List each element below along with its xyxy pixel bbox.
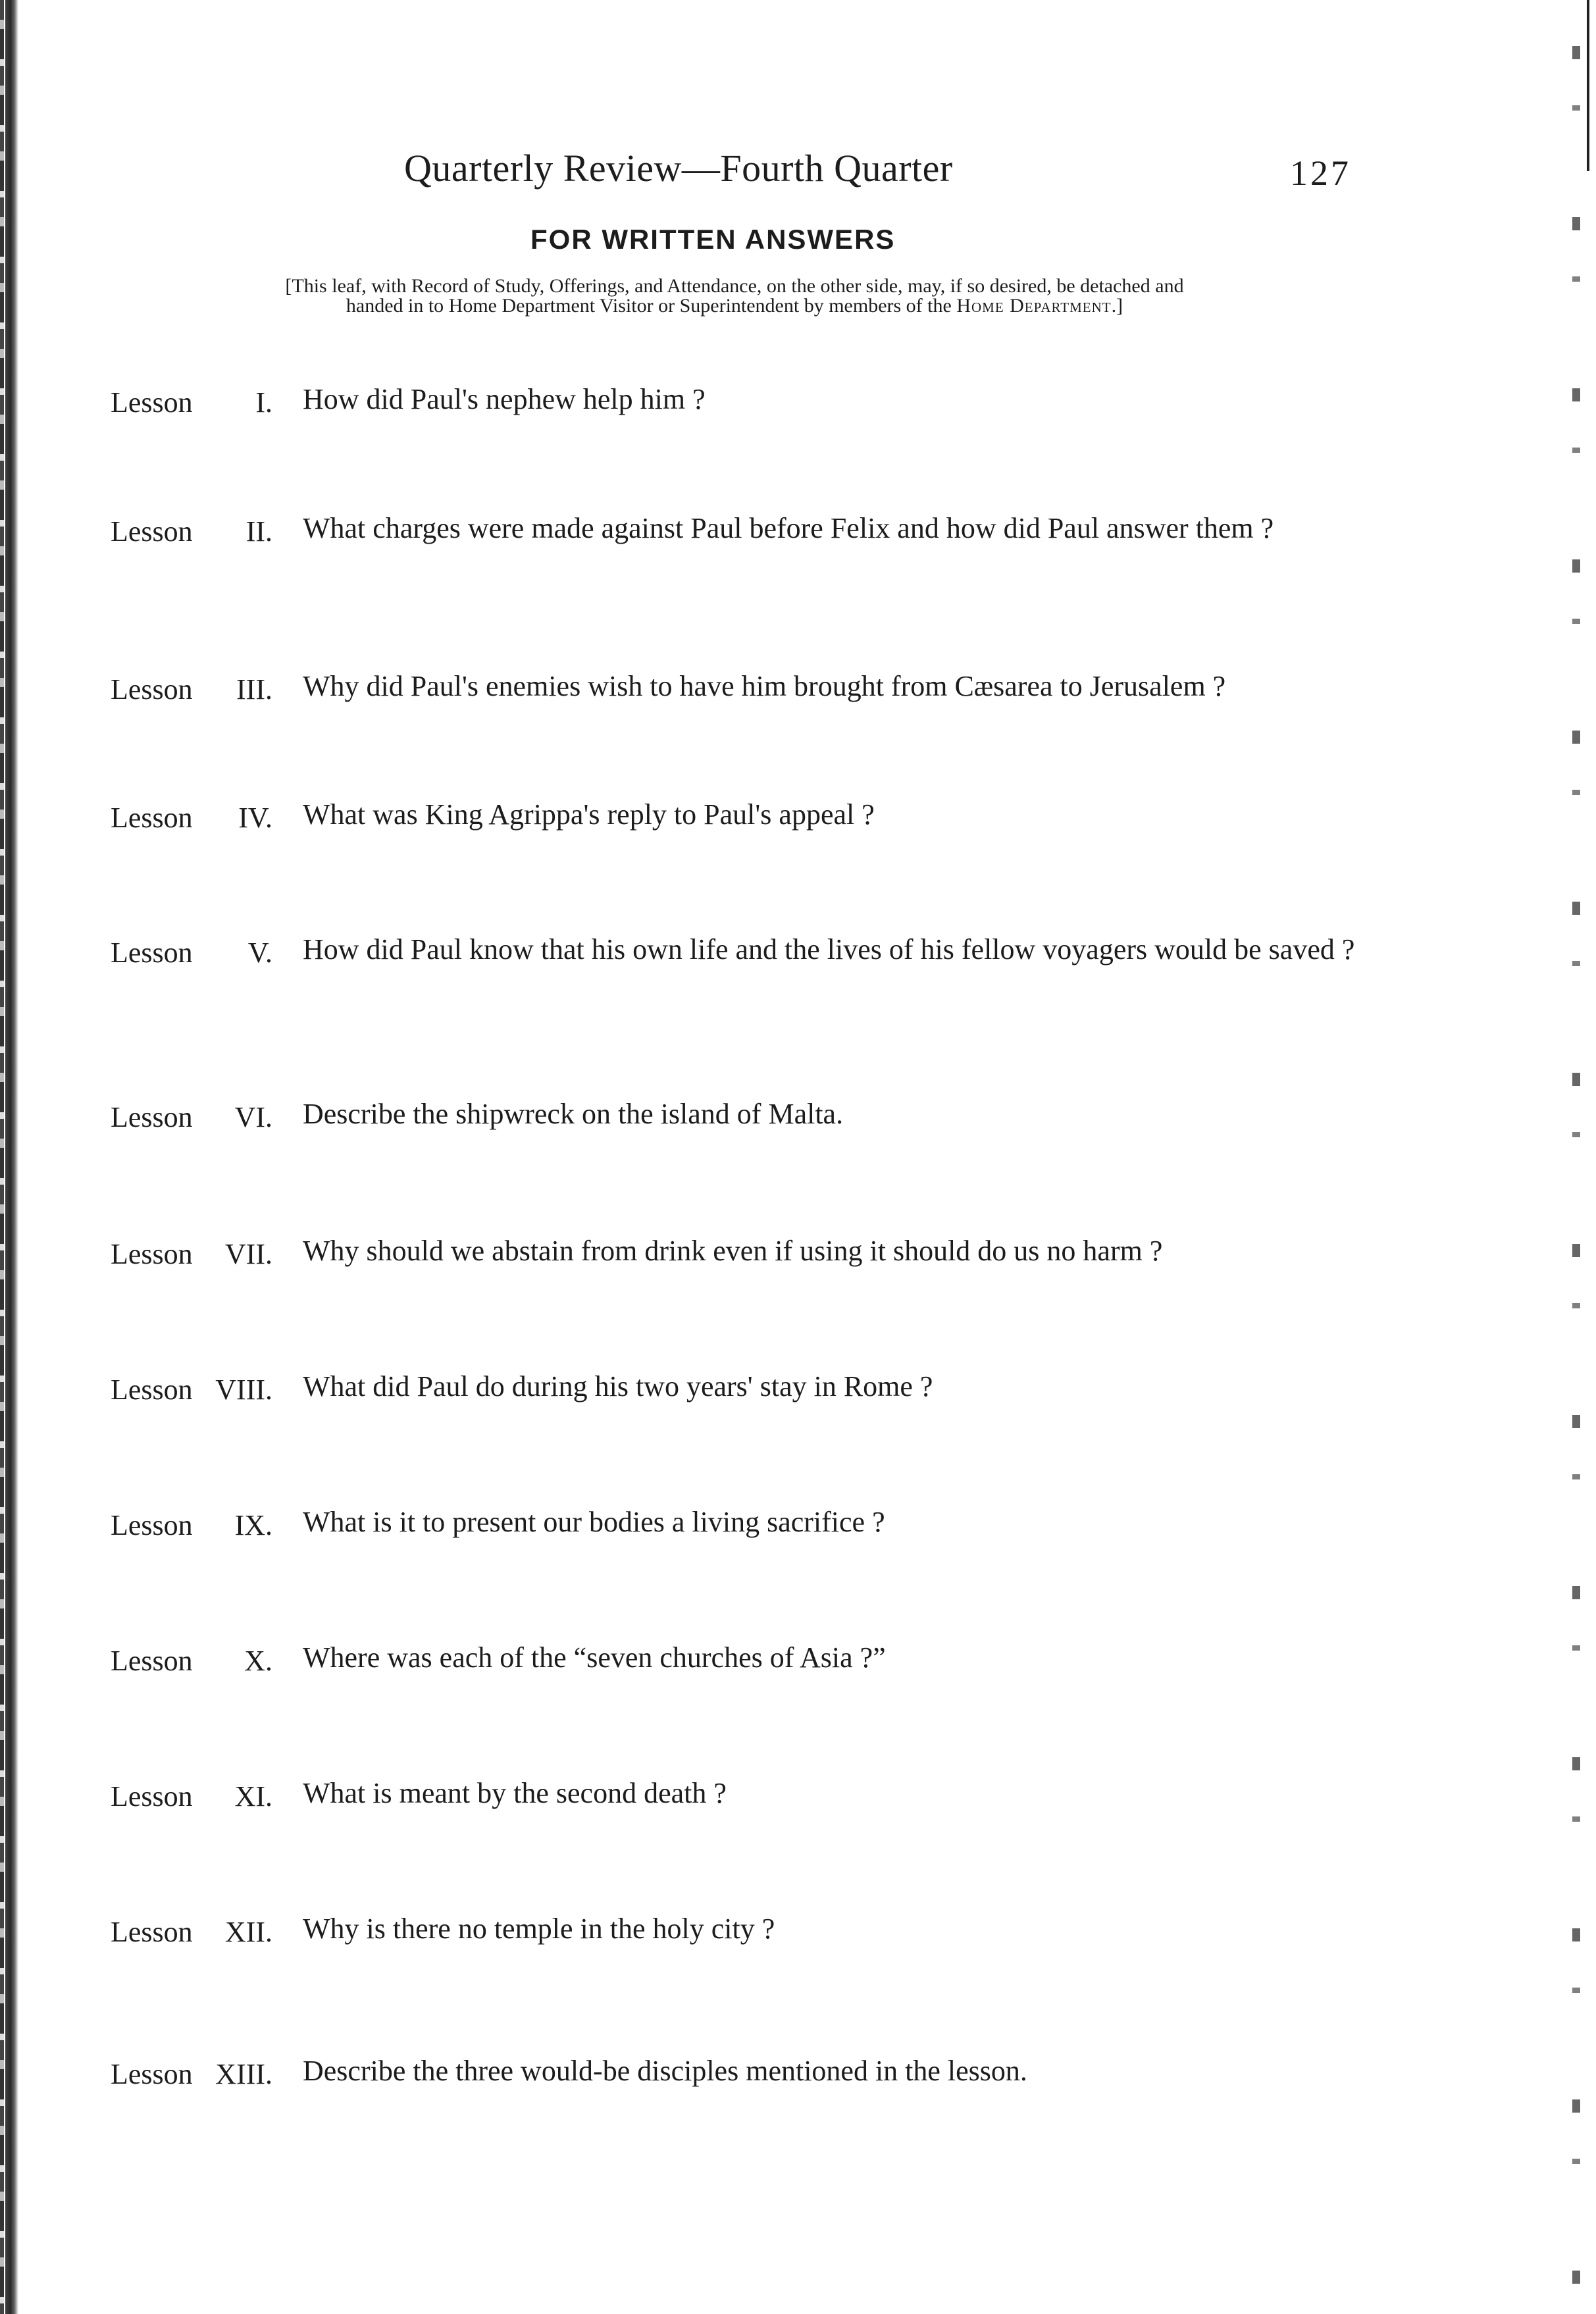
lesson-label: Lesson bbox=[111, 1645, 193, 1677]
lesson-question: What is meant by the second death ? bbox=[303, 1777, 727, 1809]
lesson-label: Lesson bbox=[111, 1780, 193, 1813]
right-edge-bar bbox=[1587, 0, 1589, 171]
lesson-question: What is it to present our bodies a living sacrifice ? bbox=[303, 1506, 885, 1538]
lesson-row-12 bbox=[0, 1915, 1596, 1974]
lesson-number: X. bbox=[244, 1645, 272, 1677]
lesson-label: Lesson bbox=[111, 1509, 193, 1541]
lesson-row-7 bbox=[0, 1237, 1596, 1297]
lesson-question: What was King Agrippa's reply to Paul's appeal ? bbox=[303, 798, 875, 831]
lesson-question: How did Paul's nephew help him ? bbox=[303, 383, 706, 415]
lesson-label: Lesson bbox=[111, 1101, 193, 1133]
detach-note-line-1: [This leaf, with Record of Study, Offerings, and Attendance, on the other side, may, if so desired, be detached and bbox=[285, 275, 1184, 297]
lesson-row-4 bbox=[0, 798, 1596, 860]
lesson-number: XII. bbox=[224, 1916, 272, 1948]
lesson-label: Lesson bbox=[111, 386, 193, 419]
page-number: 127 bbox=[1290, 153, 1351, 193]
lesson-number: V. bbox=[247, 937, 272, 969]
lesson-question: Why did Paul's enemies wish to have him brought from Cæsarea to Jerusalem ? bbox=[303, 670, 1226, 702]
lesson-question: Why should we abstain from drink even if using it should do us no harm ? bbox=[303, 1235, 1163, 1267]
running-head: Quarterly Review—Fourth Quarter bbox=[404, 147, 953, 190]
lesson-row-9 bbox=[0, 1508, 1596, 1568]
lesson-question: Where was each of the “seven churches of Asia ?” bbox=[303, 1641, 886, 1674]
home-department-label: Home Department bbox=[956, 295, 1112, 317]
section-title: FOR WRITTEN ANSWERS bbox=[530, 224, 896, 255]
lesson-number: III. bbox=[236, 673, 272, 706]
lesson-number: II. bbox=[245, 515, 272, 548]
lesson-label: Lesson bbox=[111, 1916, 193, 1948]
lesson-row-1 bbox=[0, 383, 1596, 445]
lesson-row-8 bbox=[0, 1370, 1596, 1432]
lesson-label: Lesson bbox=[111, 802, 193, 834]
lesson-row-3 bbox=[0, 670, 1596, 732]
lesson-label: Lesson bbox=[111, 2058, 193, 2090]
lesson-row-13 bbox=[0, 2057, 1596, 2117]
lesson-question: Why is there no temple in the holy city ? bbox=[303, 1913, 775, 1945]
lesson-label: Lesson bbox=[111, 1238, 193, 1270]
lesson-number: IV. bbox=[238, 802, 272, 834]
lesson-number: XI. bbox=[234, 1780, 272, 1813]
lesson-number: XIII. bbox=[215, 2058, 272, 2090]
detach-note bbox=[116, 276, 1353, 316]
detach-note-line-2-end: .] bbox=[1111, 295, 1123, 317]
lesson-number: IX. bbox=[234, 1509, 272, 1541]
lesson-label: Lesson bbox=[111, 1374, 193, 1406]
lesson-row-2 bbox=[0, 512, 1596, 574]
lesson-number: I. bbox=[255, 386, 272, 419]
lesson-question: Describe the shipwreck on the island of Malta. bbox=[303, 1098, 844, 1130]
lesson-question: How did Paul know that his own life and the lives of his fellow voyagers would be saved ? bbox=[303, 933, 1355, 965]
lesson-row-11 bbox=[0, 1777, 1596, 1839]
lesson-number: VIII. bbox=[215, 1374, 272, 1406]
detach-note-line-2 bbox=[116, 296, 1353, 316]
lesson-label: Lesson bbox=[111, 937, 193, 969]
lesson-row-5 bbox=[0, 933, 1596, 995]
lesson-label: Lesson bbox=[111, 673, 193, 706]
lesson-number: VII. bbox=[224, 1238, 272, 1270]
detach-note-line-2-text: handed in to Home Department Visitor or Superintendent by members of the bbox=[346, 295, 957, 317]
lesson-row-10 bbox=[0, 1641, 1596, 1703]
lesson-number: VI. bbox=[234, 1101, 272, 1133]
lesson-question: What charges were made against Paul before Felix and how did Paul answer them ? bbox=[303, 512, 1274, 544]
lesson-question: Describe the three would-be disciples mentioned in the lesson. bbox=[303, 2055, 1027, 2087]
lesson-row-6 bbox=[0, 1100, 1596, 1160]
lesson-label: Lesson bbox=[111, 515, 193, 548]
lesson-question: What did Paul do during his two years' stay in Rome ? bbox=[303, 1370, 933, 1402]
